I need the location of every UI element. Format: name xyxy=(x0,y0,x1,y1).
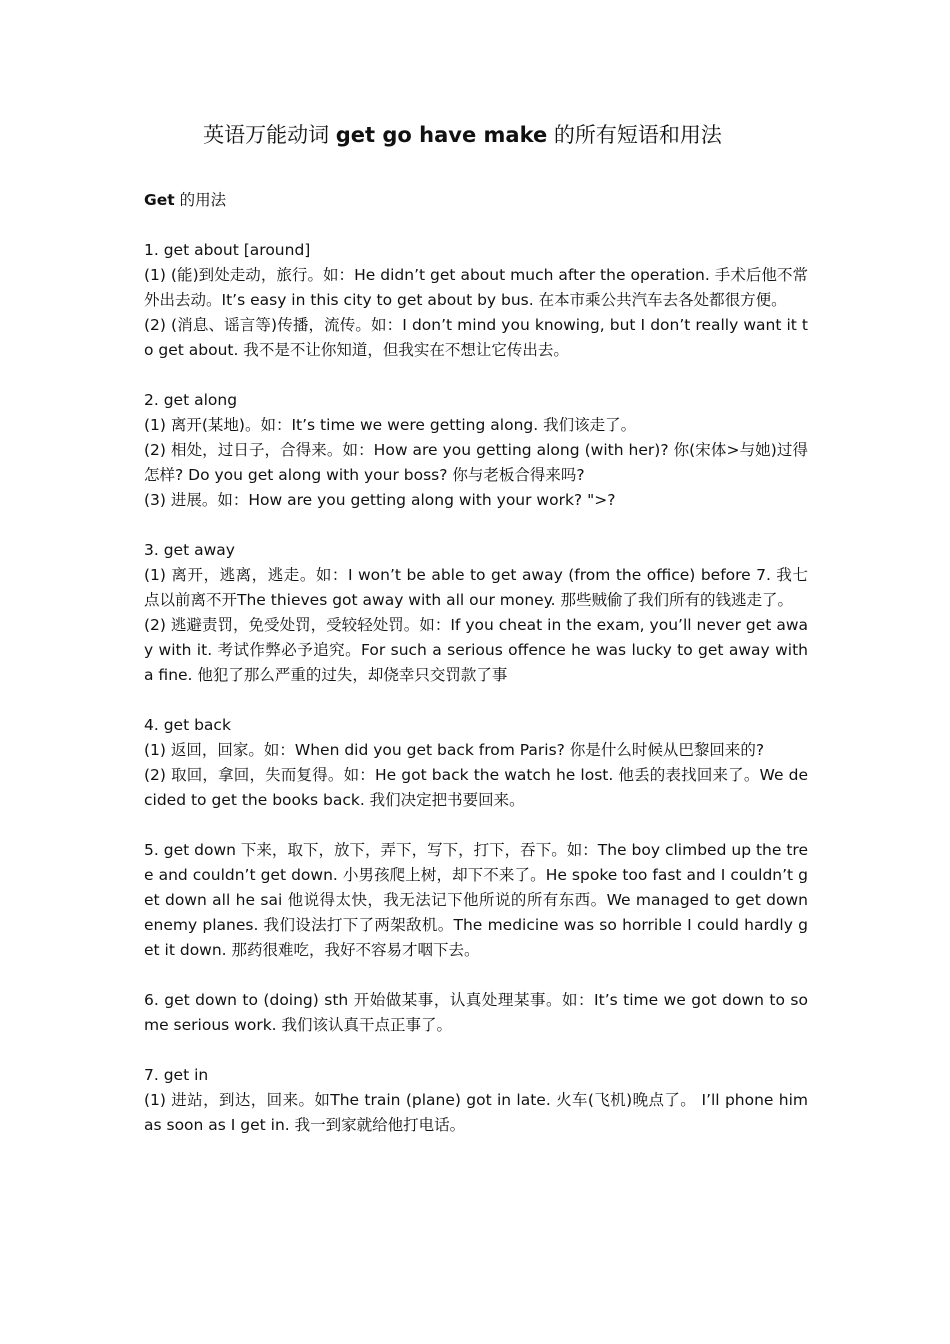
entry-heading: 3. get away xyxy=(144,541,235,559)
entry-get-along xyxy=(144,388,808,513)
entry-get-in xyxy=(144,1063,808,1138)
entry-line: (2) 取回，拿回，失而复得。如：He got back the watch he lost. 他丢的表找回来了。We decided to get the books back. 我们决定把书要回来。 xyxy=(144,766,808,809)
document-body xyxy=(144,188,808,1163)
entry-get-about xyxy=(144,238,808,363)
entry-line: (1) 离开(某地)。如：It’s time we were getting along. 我们该走了。 xyxy=(144,416,637,434)
entry-line: (2) 逃避责罚，免受处罚，受较轻处罚。如：If you cheat in the exam, you’ll never get away with it. 考试作弊必予追究。For such a serious offence he was lucky to get away with a fine. 他犯了那么严重的过失，却侥幸只交罚款了事 xyxy=(144,616,808,684)
entry-heading: 1. get about [around] xyxy=(144,241,311,259)
entry-line: (1) (能)到处走动，旅行。如：He didn’t get about much after the operation. 手术后他不常外出去动。It’s easy in this city to get about by bus. 在本市乘公共汽车去各处都很方便。 xyxy=(144,266,808,309)
entry-get-down xyxy=(144,838,808,963)
entry-line: (2) 相处，过日子，合得来。如：How are you getting along (with her)? 你(宋体>与她)过得怎样? Do you get along with your boss? 你与老板合得来吗? xyxy=(144,441,808,484)
entry-heading: 7. get in xyxy=(144,1066,209,1084)
title-en: get go have make xyxy=(335,123,548,147)
page-title xyxy=(0,120,925,150)
entry-get-away xyxy=(144,538,808,688)
title-cn-prefix: 英语万能动词 xyxy=(203,123,330,147)
entry-line: (1) 返回，回家。如：When did you get back from Paris? 你是什么时候从巴黎回来的? xyxy=(144,741,765,759)
title-cn-suffix: 的所有短语和用法 xyxy=(553,123,722,147)
entry-line: (2) (消息、谣言等)传播，流传。如：I don’t mind you knowing, but I don’t really want it to get about. 我不是不让你知道，但我实在不想让它传出去。 xyxy=(144,316,808,359)
entry-heading: 2. get along xyxy=(144,391,238,409)
entry-get-back xyxy=(144,713,808,813)
section-heading-en: Get xyxy=(144,191,175,209)
entry-line: (1) 进站，到达，回来。如The train (plane) got in late. 火车(飞机)晚点了。 I’ll phone him as soon as I get in. 我一到家就给他打电话。 xyxy=(144,1091,808,1134)
entry-heading: 4. get back xyxy=(144,716,231,734)
entry-line: (1) 离开，逃离，逃走。如：I won’t be able to get away (from the office) before 7. 我七点以前离不开The thieves got away with all our money. 那些贼偷了我们所有的钱逃走了。 xyxy=(144,566,808,609)
section-heading-cn: 的用法 xyxy=(179,191,227,209)
entry-get-down-to xyxy=(144,988,808,1038)
section-heading xyxy=(144,188,808,213)
entry-line: 5. get down 下来，取下，放下，弄下，写下，打下，吞下。如：The boy climbed up the tree and couldn’t get down. 小男孩爬上树，却下不来了。He spoke too fast and I couldn’t get down all he sai 他说得太快，我无法记下他所说的所有东西。We managed to get down enemy planes. 我们设法打下了两架敌机。The medicine was so horrible I could hardly get it down. 那药很难吃，我好不容易才咽下去。 xyxy=(144,841,808,959)
entry-line: 6. get down to (doing) sth 开始做某事，认真处理某事。如：It’s time we got down to some serious work. 我们该认真干点正事了。 xyxy=(144,991,808,1034)
entry-line: (3) 进展。如：How are you getting along with your work? ">? xyxy=(144,491,616,509)
